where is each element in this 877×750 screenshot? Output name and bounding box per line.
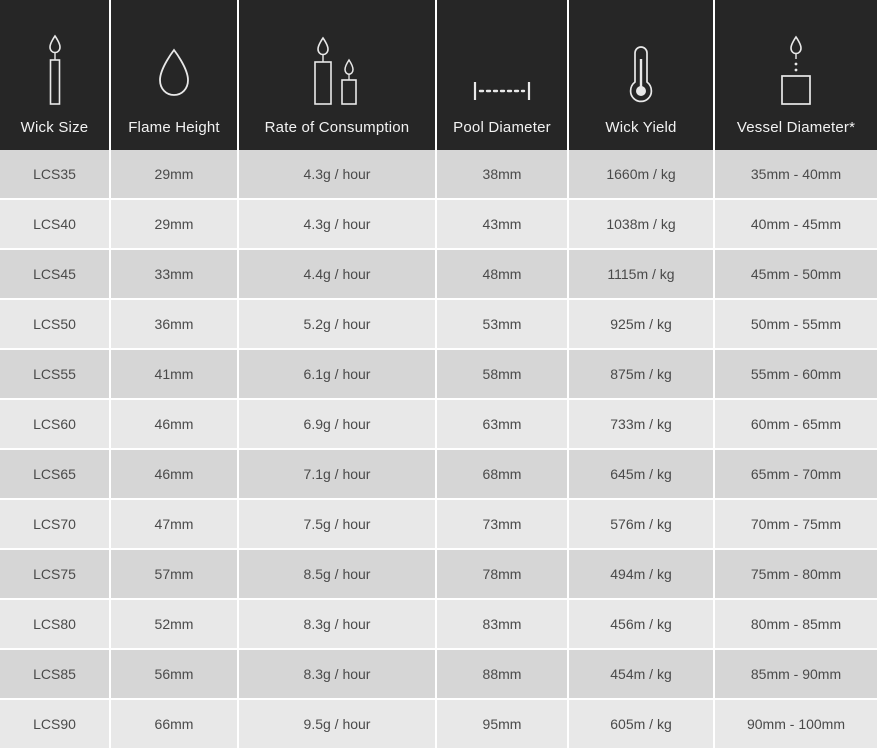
table-row: [0, 399, 877, 449]
table-row: [0, 599, 877, 649]
table-row: [0, 699, 877, 749]
cell-wick-size: LCS80: [0, 599, 110, 649]
cell-flame-height: 46mm: [110, 399, 238, 449]
cell-flame-height: 33mm: [110, 249, 238, 299]
cell-pool-diameter: 58mm: [436, 349, 568, 399]
cell-pool-diameter: 95mm: [436, 699, 568, 749]
cell-pool-diameter: 68mm: [436, 449, 568, 499]
cell-rate-of-consumption: 6.1g / hour: [238, 349, 436, 399]
table-row: [0, 549, 877, 599]
cell-wick-yield: 494m / kg: [568, 549, 714, 599]
two-candles-icon: [305, 32, 369, 106]
column-header-label: Wick Size: [20, 118, 89, 136]
cell-rate-of-consumption: 8.5g / hour: [238, 549, 436, 599]
table-row: [0, 649, 877, 699]
cell-pool-diameter: 38mm: [436, 150, 568, 199]
column-header-label: Rate of Consumption: [264, 118, 410, 136]
cell-rate-of-consumption: 7.1g / hour: [238, 449, 436, 499]
column-header-label: Flame Height: [128, 118, 220, 136]
table-header-row: [0, 0, 877, 150]
cell-wick-size: LCS40: [0, 199, 110, 249]
cell-vessel-diameter: 40mm - 45mm: [714, 199, 877, 249]
cell-flame-height: 52mm: [110, 599, 238, 649]
table-row: [0, 349, 877, 399]
cell-vessel-diameter: 50mm - 55mm: [714, 299, 877, 349]
cell-rate-of-consumption: 5.2g / hour: [238, 299, 436, 349]
cell-flame-height: 46mm: [110, 449, 238, 499]
cell-pool-diameter: 78mm: [436, 549, 568, 599]
cell-wick-yield: 576m / kg: [568, 499, 714, 549]
table-row: [0, 150, 877, 199]
cell-pool-diameter: 83mm: [436, 599, 568, 649]
cell-wick-yield: 1115m / kg: [568, 249, 714, 299]
cell-rate-of-consumption: 7.5g / hour: [238, 499, 436, 549]
cell-rate-of-consumption: 6.9g / hour: [238, 399, 436, 449]
cell-vessel-diameter: 70mm - 75mm: [714, 499, 877, 549]
cell-flame-height: 29mm: [110, 199, 238, 249]
table-row: [0, 499, 877, 549]
table-header: [0, 0, 877, 150]
column-header-flame-height: [110, 0, 238, 150]
column-header-label: Wick Yield: [605, 118, 677, 136]
column-header-vessel-diameter: [714, 0, 877, 150]
cell-vessel-diameter: 75mm - 80mm: [714, 549, 877, 599]
cell-wick-size: LCS45: [0, 249, 110, 299]
column-header-label: Vessel Diameter*: [736, 118, 856, 136]
cell-rate-of-consumption: 4.3g / hour: [238, 150, 436, 199]
cell-vessel-diameter: 90mm - 100mm: [714, 699, 877, 749]
cell-wick-size: LCS60: [0, 399, 110, 449]
cell-flame-height: 36mm: [110, 299, 238, 349]
cell-flame-height: 29mm: [110, 150, 238, 199]
cell-vessel-diameter: 55mm - 60mm: [714, 349, 877, 399]
cell-flame-height: 41mm: [110, 349, 238, 399]
cell-pool-diameter: 43mm: [436, 199, 568, 249]
column-header-wick-size: [0, 0, 110, 150]
candle-single-icon: [40, 32, 70, 106]
cell-wick-yield: 1660m / kg: [568, 150, 714, 199]
cell-pool-diameter: 48mm: [436, 249, 568, 299]
cell-rate-of-consumption: 4.4g / hour: [238, 249, 436, 299]
cell-wick-yield: 1038m / kg: [568, 199, 714, 249]
cell-wick-size: LCS70: [0, 499, 110, 549]
column-header-rate-of-consumption: [238, 0, 436, 150]
cell-vessel-diameter: 65mm - 70mm: [714, 449, 877, 499]
table-row: [0, 299, 877, 349]
cell-flame-height: 56mm: [110, 649, 238, 699]
column-header-wick-yield: [568, 0, 714, 150]
cell-flame-height: 47mm: [110, 499, 238, 549]
cell-vessel-diameter: 45mm - 50mm: [714, 249, 877, 299]
cell-wick-yield: 645m / kg: [568, 449, 714, 499]
cell-vessel-diameter: 85mm - 90mm: [714, 649, 877, 699]
column-header-label: Pool Diameter: [453, 118, 551, 136]
table-row: [0, 449, 877, 499]
cell-wick-yield: 733m / kg: [568, 399, 714, 449]
cell-pool-diameter: 63mm: [436, 399, 568, 449]
cell-wick-size: LCS55: [0, 349, 110, 399]
cell-pool-diameter: 73mm: [436, 499, 568, 549]
cell-rate-of-consumption: 8.3g / hour: [238, 649, 436, 699]
cell-wick-yield: 454m / kg: [568, 649, 714, 699]
cell-wick-size: LCS35: [0, 150, 110, 199]
cell-wick-yield: 925m / kg: [568, 299, 714, 349]
cell-wick-yield: 875m / kg: [568, 349, 714, 399]
cell-wick-yield: 605m / kg: [568, 699, 714, 749]
table-body: [0, 150, 877, 749]
cell-wick-size: LCS75: [0, 549, 110, 599]
cell-vessel-diameter: 80mm - 85mm: [714, 599, 877, 649]
column-header-pool-diameter: [436, 0, 568, 150]
cell-rate-of-consumption: 4.3g / hour: [238, 199, 436, 249]
candle-vessel-icon: [776, 32, 816, 106]
flame-icon: [152, 32, 196, 106]
cell-pool-diameter: 88mm: [436, 649, 568, 699]
cell-wick-size: LCS90: [0, 699, 110, 749]
table-row: [0, 199, 877, 249]
cell-rate-of-consumption: 9.5g / hour: [238, 699, 436, 749]
cell-wick-size: LCS50: [0, 299, 110, 349]
cell-rate-of-consumption: 8.3g / hour: [238, 599, 436, 649]
table-row: [0, 249, 877, 299]
measure-width-icon: [472, 32, 532, 106]
cell-flame-height: 66mm: [110, 699, 238, 749]
thermometer-icon: [626, 32, 656, 106]
cell-wick-size: LCS65: [0, 449, 110, 499]
cell-vessel-diameter: 35mm - 40mm: [714, 150, 877, 199]
cell-pool-diameter: 53mm: [436, 299, 568, 349]
cell-vessel-diameter: 60mm - 65mm: [714, 399, 877, 449]
cell-flame-height: 57mm: [110, 549, 238, 599]
cell-wick-yield: 456m / kg: [568, 599, 714, 649]
cell-wick-size: LCS85: [0, 649, 110, 699]
